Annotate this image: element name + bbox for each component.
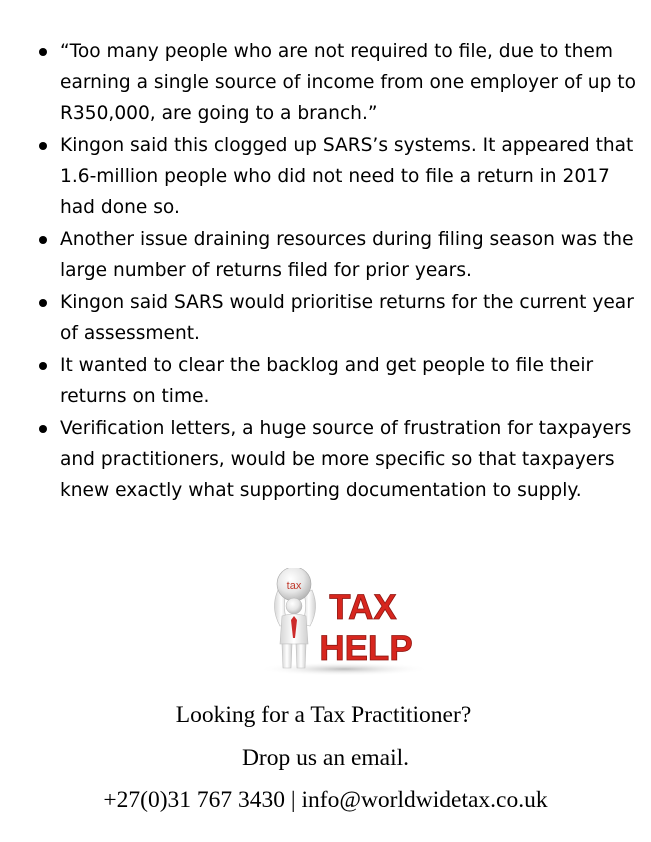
bullet-text: “Too many people who are not required to file, due to them earning a single source of income from one employer of up to R350,000, are going to a branch.”: [60, 41, 636, 124]
right-leg: [296, 644, 306, 668]
logo-text-help: HELP: [319, 629, 413, 668]
list-item: [38, 130, 638, 223]
left-leg: [282, 644, 292, 668]
bullet-icon: [39, 48, 47, 56]
bullet-text: Verification letters, a huge source of frustration for taxpayers and practitioners, would be more specific so that taxpayers knew exactly what supporting documentation to supply.: [60, 418, 632, 501]
bullet-icon: [39, 425, 47, 433]
list-item: [38, 224, 638, 286]
footer-heading: Looking for a Tax Practitioner?: [175, 702, 472, 728]
bullet-icon: [39, 142, 47, 150]
list-item: [38, 350, 638, 412]
list-item: [38, 413, 638, 506]
bullet-icon: [39, 299, 47, 307]
footer-contact[interactable]: +27(0)31 767 3430 | info@worldwidetax.co.uk: [103, 787, 548, 813]
bullet-text: Another issue draining resources during filing season was the large number of returns filed for prior years.: [60, 229, 634, 281]
tax-help-logo: [256, 568, 432, 676]
bullet-list: [38, 36, 638, 507]
list-item: [38, 287, 638, 349]
bullet-text: It wanted to clear the backlog and get people to file their returns on time.: [60, 355, 594, 407]
ball-text: tax: [286, 580, 302, 592]
footer-cta: Drop us an email.: [241, 745, 410, 771]
logo-text-tax: TAX: [329, 588, 397, 627]
bullet-icon: [39, 362, 47, 370]
bullet-text: Kingon said this clogged up SARS’s systems. It appeared that 1.6-million people who did not need to file a return in 2017 had done so.: [60, 135, 634, 218]
bullet-text: Kingon said SARS would prioritise returns for the current year of assessment.: [60, 292, 634, 344]
figure-head: [286, 598, 302, 614]
bullet-icon: [39, 236, 47, 244]
list-item: [38, 36, 638, 129]
